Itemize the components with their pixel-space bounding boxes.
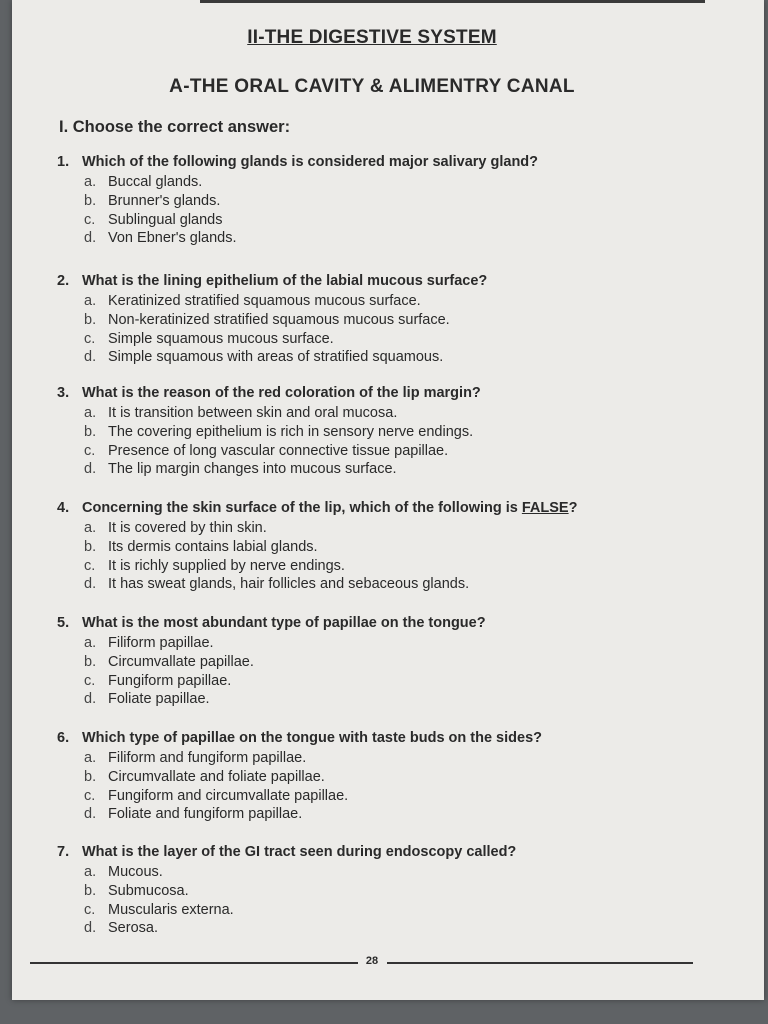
question-stem	[57, 271, 707, 292]
option-text: Mucous.	[108, 864, 163, 880]
option-letter: b.	[84, 423, 97, 440]
question-text: Concerning the skin surface of the lip, which of the following is	[82, 500, 522, 516]
answer-option	[57, 330, 707, 349]
answer-option	[57, 863, 707, 882]
option-letter: a.	[84, 520, 97, 536]
question-stem	[57, 152, 707, 173]
question-5	[57, 613, 707, 709]
option-text: The lip margin changes into mucous surface.	[108, 461, 397, 478]
option-letter: a.	[84, 750, 97, 766]
option-letter: a.	[84, 174, 97, 190]
footer-rule-left	[30, 962, 358, 964]
option-text: Sublingual glands	[108, 211, 223, 228]
option-letter: a.	[84, 635, 97, 651]
answer-option	[57, 519, 707, 538]
option-letter: c.	[84, 442, 96, 459]
option-text: Submucosa.	[108, 882, 189, 899]
option-text: Non-keratinized stratified squamous mucous surface.	[108, 311, 450, 328]
option-text: Buccal glands.	[108, 174, 203, 190]
question-emphasis: FALSE	[521, 500, 569, 516]
option-text: Muscularis externa.	[108, 901, 234, 918]
option-text: It has sweat glands, hair follicles and sebaceous glands.	[108, 576, 470, 593]
answer-option	[57, 919, 707, 938]
option-text: Filiform papillae.	[108, 635, 214, 651]
question-text: What is the layer of the GI tract seen during endoscopy called?	[82, 844, 517, 860]
question-number: 3.	[57, 385, 70, 401]
option-letter: c.	[84, 330, 96, 347]
option-text: Filiform and fungiform papillae.	[108, 750, 307, 766]
option-text: Keratinized stratified squamous mucous surface.	[108, 293, 421, 309]
option-text: Simple squamous mucous surface.	[108, 330, 334, 347]
question-number: 4.	[57, 500, 70, 516]
question-number: 1.	[57, 154, 70, 170]
page-number: 28	[365, 955, 379, 967]
option-letter: b.	[84, 653, 97, 670]
document-page	[12, 0, 764, 1000]
question-text-end: ?	[568, 500, 578, 516]
answer-option	[57, 882, 707, 901]
answer-option	[57, 634, 707, 653]
option-letter: d.	[84, 461, 97, 478]
answer-option	[57, 292, 707, 311]
question-text: What is the reason of the red coloration of the lip margin?	[82, 385, 481, 401]
option-text: It is transition between skin and oral mucosa.	[108, 405, 398, 421]
answer-option	[57, 557, 707, 576]
option-text: Foliate papillae.	[108, 691, 210, 708]
answer-option	[57, 211, 707, 230]
option-text: Serosa.	[108, 920, 158, 937]
option-letter: b.	[84, 192, 97, 209]
answer-option	[57, 311, 707, 330]
option-text: Fungiform papillae.	[108, 672, 232, 689]
question-text: What is the lining epithelium of the labial mucous surface?	[82, 273, 488, 289]
option-text: Foliate and fungiform papillae.	[108, 806, 303, 823]
question-3	[57, 383, 707, 479]
option-letter: c.	[84, 557, 96, 574]
option-letter: a.	[84, 405, 97, 421]
answer-option	[57, 805, 707, 824]
answer-option	[57, 787, 707, 806]
option-text: Fungiform and circumvallate papillae.	[108, 787, 349, 804]
option-text: Von Ebner's glands.	[108, 230, 237, 247]
option-letter: b.	[84, 882, 97, 899]
option-letter: d.	[84, 806, 97, 823]
option-text: Brunner's glands.	[108, 192, 221, 209]
option-text: Circumvallate papillae.	[108, 653, 254, 670]
footer-rule-right	[387, 962, 693, 964]
question-1	[57, 152, 707, 248]
option-letter: c.	[84, 672, 96, 689]
option-text: Circumvallate and foliate papillae.	[108, 768, 325, 785]
chapter-title: II-THE DIGESTIVE SYSTEM	[247, 27, 497, 48]
question-number: 5.	[57, 615, 70, 631]
option-letter: c.	[84, 787, 96, 804]
option-letter: b.	[84, 768, 97, 785]
question-6	[57, 728, 707, 824]
question-2	[57, 271, 707, 367]
answer-option	[57, 229, 707, 248]
option-letter: a.	[84, 864, 97, 880]
question-text: Which type of papillae on the tongue with taste buds on the sides?	[82, 730, 542, 746]
answer-option	[57, 173, 707, 192]
option-letter: b.	[84, 311, 97, 328]
top-rule	[200, 0, 705, 3]
option-text: Simple squamous with areas of stratified squamous.	[108, 349, 444, 366]
answer-option	[57, 348, 707, 367]
answer-option	[57, 575, 707, 594]
question-number: 6.	[57, 730, 70, 746]
option-letter: d.	[84, 576, 97, 593]
question-number: 2.	[57, 273, 70, 289]
answer-option	[57, 460, 707, 479]
answer-option	[57, 768, 707, 787]
question-stem	[57, 842, 707, 863]
question-stem	[57, 498, 707, 519]
question-stem	[57, 728, 707, 749]
option-letter: c.	[84, 901, 96, 918]
question-text: What is the most abundant type of papillae on the tongue?	[82, 615, 486, 631]
answer-option	[57, 404, 707, 423]
question-number: 7.	[57, 844, 70, 860]
option-letter: d.	[84, 230, 97, 247]
option-letter: d.	[84, 349, 97, 366]
option-text: It is covered by thin skin.	[108, 520, 267, 536]
option-letter: d.	[84, 920, 97, 937]
option-text: Its dermis contains labial glands.	[108, 538, 318, 555]
answer-option	[57, 690, 707, 709]
option-letter: d.	[84, 691, 97, 708]
answer-option	[57, 538, 707, 557]
answer-option	[57, 442, 707, 461]
section-title: A-THE ORAL CAVITY & ALIMENTRY CANAL	[169, 76, 575, 97]
option-letter: a.	[84, 293, 97, 309]
answer-option	[57, 749, 707, 768]
option-text: Presence of long vascular connective tissue papillae.	[108, 442, 449, 459]
option-letter: b.	[84, 538, 97, 555]
answer-option	[57, 901, 707, 920]
instruction-heading: I. Choose the correct answer:	[59, 118, 291, 136]
option-text: The covering epithelium is rich in sensory nerve endings.	[108, 423, 474, 440]
question-stem	[57, 383, 707, 404]
option-text: It is richly supplied by nerve endings.	[108, 557, 345, 574]
answer-option	[57, 653, 707, 672]
answer-option	[57, 192, 707, 211]
option-letter: c.	[84, 211, 96, 228]
answer-option	[57, 672, 707, 691]
question-text: Which of the following glands is considered major salivary gland?	[82, 154, 539, 170]
question-stem	[57, 613, 707, 634]
question-4	[57, 498, 707, 594]
question-7	[57, 842, 707, 938]
answer-option	[57, 423, 707, 442]
